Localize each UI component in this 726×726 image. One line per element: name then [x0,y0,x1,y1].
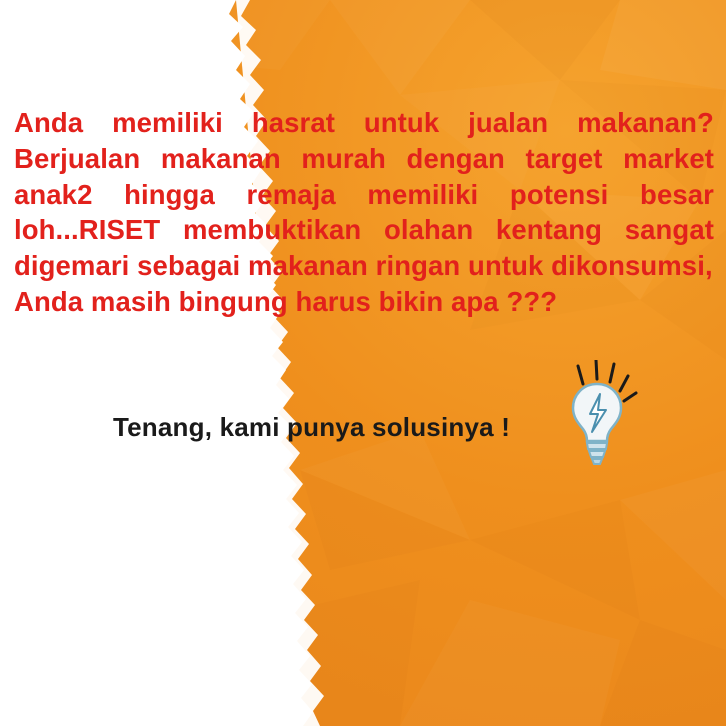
headline-line-1: Anda memiliki hasrat untuk jualan makanan? [14,107,714,138]
headline-text [14,105,714,320]
lightbulb-icon [556,360,642,465]
headline-line-3: anak2 hingga remaja memiliki potensi besar [14,178,714,210]
headline-line-6: Anda masih bingung harus bikin apa ??? [14,285,558,317]
subline-text: Tenang, kami punya solusinya ! [113,412,511,442]
headline-line-4: loh...RISET membuktikan olahan kentang sangat [14,214,714,246]
headline-line-2: Berjualan makanan murah dengan target market [14,142,714,174]
headline-line-5: digemari sebagai makanan ringan untuk dikonsumsi, [14,250,713,281]
